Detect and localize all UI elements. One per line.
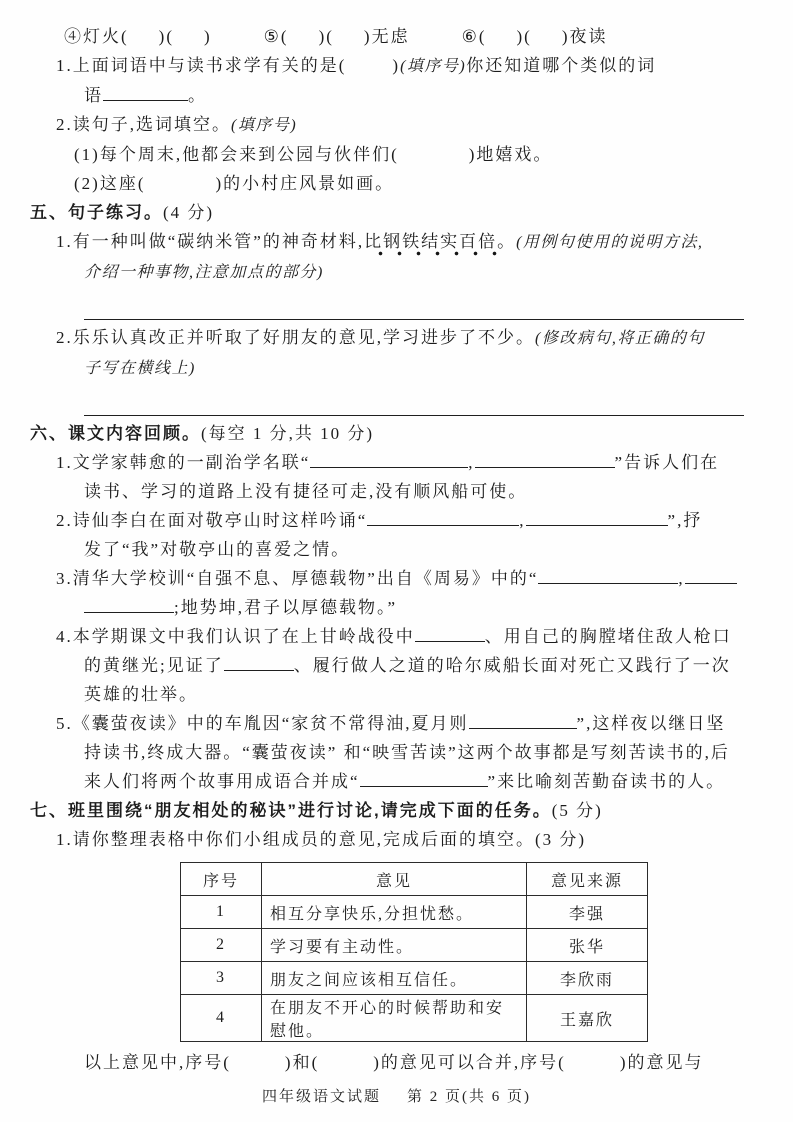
- table-header: 意见来源: [527, 863, 648, 896]
- spacer: [289, 41, 319, 42]
- instruction-note: 子写在横线上): [84, 360, 196, 377]
- table-row: [181, 962, 648, 995]
- text-run: 持读书,终成大器。“囊萤夜读” 和“映雪苦读”这两个故事都是写刻苦读书的,后: [84, 743, 730, 762]
- table-cell: 李欣雨: [527, 962, 648, 995]
- text-run: 你还知道哪个类似的词: [466, 56, 657, 75]
- text-run: ”,这样夜以继日坚: [576, 714, 726, 733]
- question-6-2: [0, 506, 793, 535]
- table-cell: 4: [181, 995, 262, 1042]
- text-line: [0, 140, 793, 169]
- instruction-note: (修改病句,将正确的句: [535, 330, 705, 347]
- table-cell: 朋友之间应该相互信任。: [262, 962, 527, 995]
- text-run: )的小村庄风景如画。: [215, 174, 395, 193]
- answer-line: [0, 299, 793, 323]
- text-line: [0, 81, 793, 110]
- word-items-line: [0, 22, 793, 51]
- instruction-note: (填序号): [400, 58, 467, 75]
- blank-underline: [685, 566, 737, 584]
- blank-underline: [224, 653, 294, 671]
- spacer: [566, 1067, 620, 1068]
- section-six-heading: [0, 419, 793, 448]
- table-cell: 王嘉欣: [527, 995, 648, 1042]
- question-7-1-fill: [0, 1048, 793, 1077]
- section-five-heading: [0, 198, 793, 227]
- section-heading-text: 五、句子练习。: [30, 203, 163, 222]
- text-run: 1.请你整理表格中你们小组成员的意见,完成后面的填空。: [56, 830, 535, 849]
- text-run: 、用自己的胸膛堵住敌人枪口: [484, 627, 732, 646]
- text-run: 语: [84, 86, 103, 105]
- opinions-table-wrap: [0, 862, 793, 1042]
- text-run: )的意见与: [619, 1053, 704, 1072]
- text-line: [0, 680, 793, 709]
- text-run: )(: [318, 27, 334, 46]
- text-line: [0, 477, 793, 506]
- spacer: [410, 41, 462, 42]
- blank-underline: [103, 83, 188, 101]
- text-run: 2.诗仙李白在面对敬亭山时这样吟诵“: [56, 511, 368, 530]
- text-line: [0, 353, 793, 383]
- text-run: 。: [497, 232, 517, 251]
- text-run: ”,抒: [667, 511, 703, 530]
- text-run: (每空 1 分,共 10 分): [201, 424, 375, 443]
- text-line: [0, 535, 793, 564]
- text-run: (2)这座(: [74, 174, 146, 193]
- question-4-2: [0, 110, 793, 140]
- blank-underline: [469, 711, 577, 729]
- text-run: 发了“我”对敬亭山的喜爱之情。: [84, 540, 351, 559]
- text-run: 以上意见中,序号(: [84, 1053, 231, 1072]
- text-run: 1.文学家韩愈的一副治学名联“: [56, 453, 311, 472]
- text-run: ): [392, 56, 401, 75]
- question-6-1: [0, 448, 793, 477]
- question-4-1: [0, 51, 793, 81]
- text-run: ”告诉人们在: [614, 453, 720, 472]
- text-run: 3.清华大学校训“自强不息、厚德载物”出自《周易》中的“: [56, 569, 539, 588]
- text-run: )和(: [284, 1053, 320, 1072]
- blank-underline: [310, 450, 468, 468]
- text-run: ,: [678, 569, 685, 588]
- blank-underline: [538, 566, 678, 584]
- footer-page-number: 第 2 页(共 6 页): [407, 1089, 531, 1105]
- text-run: )(: [516, 27, 532, 46]
- text-run: 2.读句子,选词填空。: [56, 115, 231, 134]
- text-line: [0, 169, 793, 198]
- text-line: [0, 593, 793, 622]
- text-run: ): [204, 27, 212, 46]
- table-row: [181, 896, 648, 929]
- spacer: [129, 41, 159, 42]
- table-header-row: [181, 863, 648, 896]
- table-cell: 相互分享快乐,分担忧愁。: [262, 896, 527, 929]
- text-run: 英雄的壮举。: [84, 685, 198, 704]
- spacer: [486, 41, 516, 42]
- spacer: [532, 41, 562, 42]
- question-7-1: [0, 825, 793, 854]
- table-row: [181, 995, 648, 1042]
- table-header: 序号: [181, 863, 262, 896]
- text-run: (5 分): [551, 801, 603, 820]
- spacer: [346, 70, 392, 71]
- table-cell: 学习要有主动性。: [262, 929, 527, 962]
- text-run: ,: [519, 511, 526, 530]
- text-line: [0, 257, 793, 287]
- text-run: 4.本学期课文中我们认识了在上甘岭战役中: [56, 627, 415, 646]
- blank-underline: [84, 595, 174, 613]
- table-cell: 1: [181, 896, 262, 929]
- table-header: 意见: [262, 863, 527, 896]
- section-heading-text: 六、课文内容回顾。: [30, 424, 201, 443]
- text-run: 读书、学习的道路上没有捷径可走,没有顺风船可使。: [84, 482, 528, 501]
- question-5-2: [0, 323, 793, 353]
- instruction-note: (填序号): [231, 117, 298, 134]
- text-run: (1)每个周末,他都会来到公园与伙伴们(: [74, 145, 399, 164]
- blank-underline: [84, 299, 744, 320]
- blank-underline: [526, 508, 668, 526]
- blank-underline: [475, 450, 615, 468]
- table-cell: 张华: [527, 929, 648, 962]
- text-run: 、履行做人之道的哈尔威船长面对死亡又践行了一次: [293, 656, 731, 675]
- text-run: 5.《囊萤夜读》中的车胤因“家贫不常得油,夏月则: [56, 714, 469, 733]
- spacer: [174, 41, 204, 42]
- page-footer: [0, 1085, 793, 1106]
- text-run: )地嬉戏。: [468, 145, 553, 164]
- answer-line: [0, 395, 793, 419]
- text-run: ④灯火(: [64, 27, 129, 46]
- text-run: ⑥(: [461, 27, 487, 46]
- blank-underline: [367, 508, 519, 526]
- text-line: [0, 651, 793, 680]
- question-6-5: [0, 709, 793, 738]
- spacer: [145, 188, 215, 189]
- spacer: [319, 1067, 373, 1068]
- blank-underline: [84, 395, 744, 416]
- question-6-4: [0, 622, 793, 651]
- text-run: 来人们将两个故事用成语合并成“: [84, 772, 360, 791]
- text-run: )无虑: [363, 27, 410, 46]
- spacer: [399, 159, 469, 160]
- text-run: 1.有一种叫做“碳纳米管”的神奇材料,: [56, 232, 365, 251]
- text-run: ⑤(: [263, 27, 289, 46]
- text-run: )(: [158, 27, 174, 46]
- blank-underline: [360, 769, 488, 787]
- table-cell: 3: [181, 962, 262, 995]
- text-run: 2.乐乐认真改正并听取了好朋友的意见,学习进步了不少。: [56, 328, 535, 347]
- spacer: [334, 41, 364, 42]
- text-run: 的黄继光;见证了: [84, 656, 224, 675]
- table-cell: 在朋友不开心的时候帮助和安慰他。: [262, 995, 527, 1042]
- text-line: [0, 738, 793, 767]
- text-run: )夜读: [561, 27, 608, 46]
- table-cell: 李强: [527, 896, 648, 929]
- question-6-3: [0, 564, 793, 593]
- section-seven-heading: [0, 796, 793, 825]
- section-heading-text: 七、班里围绕“朋友相处的秘诀”进行讨论,请完成下面的任务。: [30, 801, 552, 820]
- table-row: [181, 929, 648, 962]
- blank-underline: [415, 624, 485, 642]
- text-run: 1.上面词语中与读书求学有关的是(: [56, 56, 347, 75]
- text-run: (4 分): [163, 203, 215, 222]
- spacer: [231, 1067, 285, 1068]
- text-run: ”来比喻刻苦勤奋读书的人。: [487, 772, 726, 791]
- emphasized-text: 比钢铁结实百倍: [364, 232, 497, 256]
- footer-doc-title: 四年级语文试题: [261, 1089, 381, 1105]
- text-run: )的意见可以合并,序号(: [373, 1053, 566, 1072]
- instruction-note: 介绍一种事物,注意加点的部分): [84, 264, 324, 281]
- instruction-note: (用例句使用的说明方法,: [516, 234, 704, 251]
- text-run: ,: [468, 453, 475, 472]
- text-run: 。: [188, 86, 207, 105]
- opinions-table: [180, 862, 648, 1042]
- question-5-1: [0, 227, 793, 257]
- text-run: ;地势坤,君子以厚德载物。”: [174, 598, 398, 617]
- spacer: [212, 41, 264, 42]
- text-line: [0, 767, 793, 796]
- table-cell: 2: [181, 929, 262, 962]
- text-run: (3 分): [535, 830, 587, 849]
